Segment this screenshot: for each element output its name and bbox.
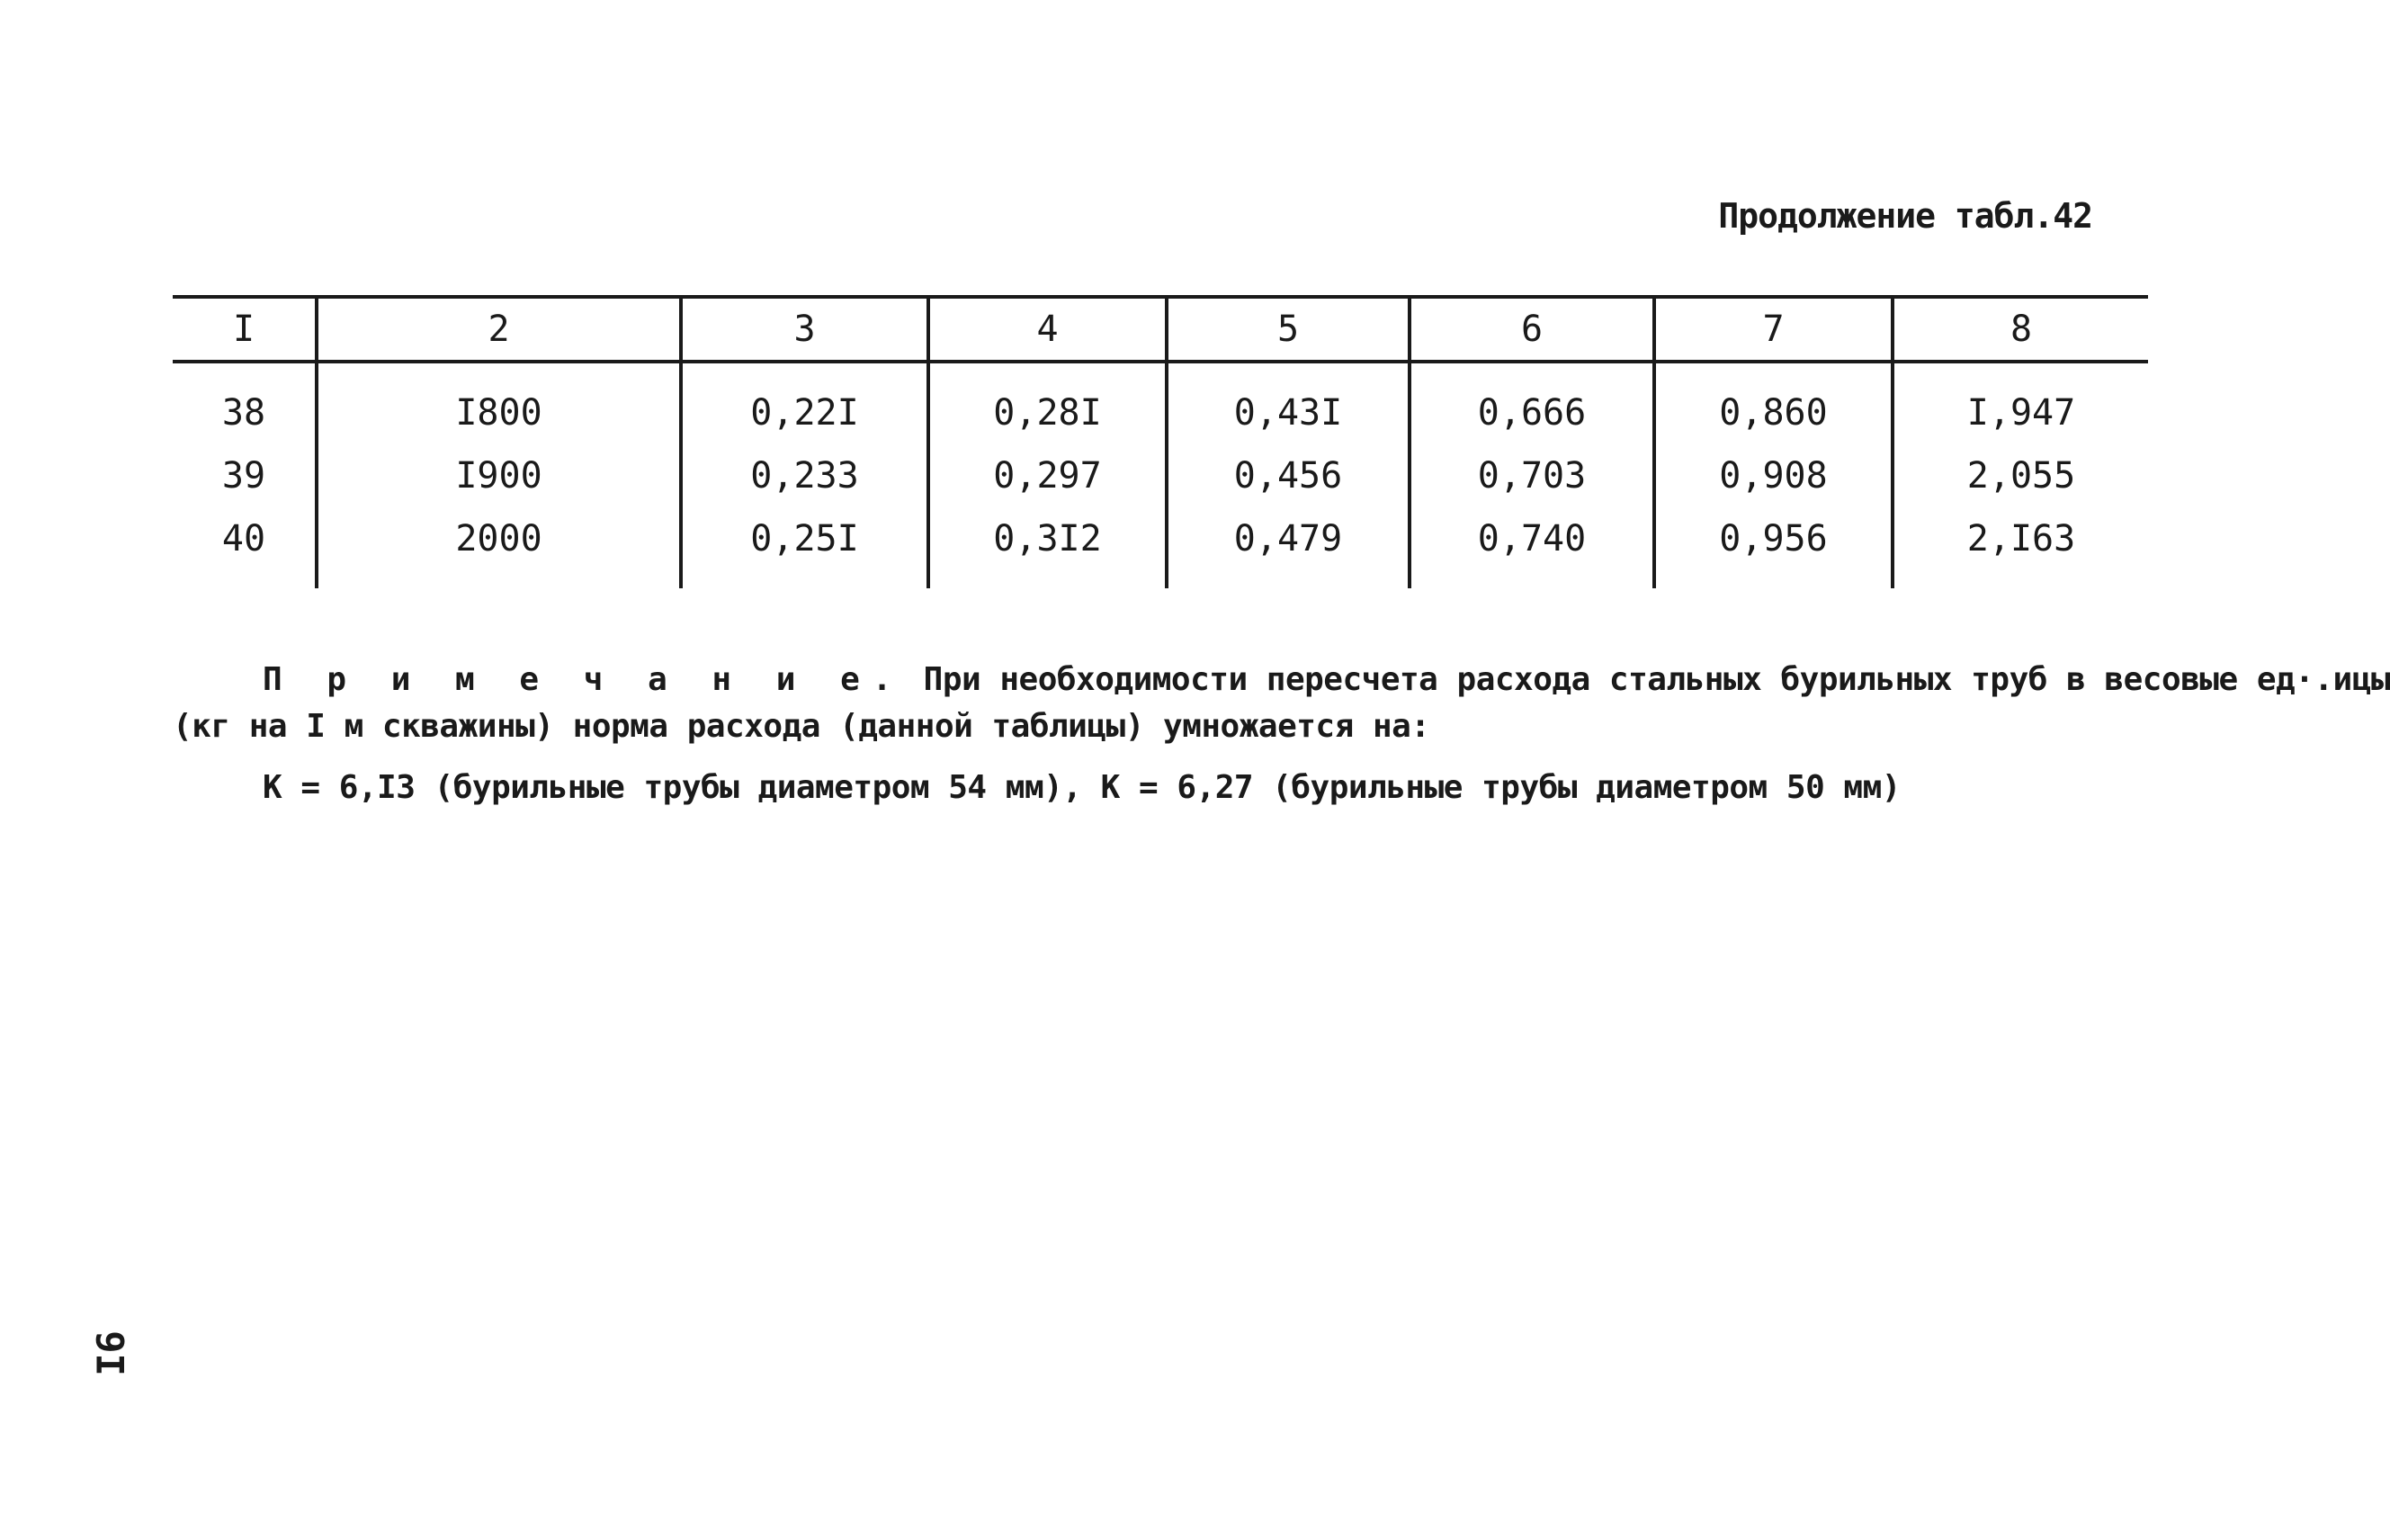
- table-cell: 0,22I: [681, 362, 928, 444]
- table-header-row: [173, 297, 2148, 362]
- table-row: [173, 444, 2148, 507]
- column-header: 7: [1654, 297, 1893, 362]
- table-cell: 40: [221, 518, 266, 560]
- table-cell: 0,908: [1654, 444, 1893, 507]
- table-cell: 0,297: [928, 444, 1167, 507]
- table-row: [173, 362, 2148, 444]
- table-cell: 0,25I: [681, 507, 928, 588]
- table-cell: 38: [221, 392, 266, 434]
- table-cell: I900: [317, 444, 681, 507]
- table-cell: 0,3I2: [928, 507, 1167, 588]
- table-cell: 2,055: [1893, 444, 2148, 507]
- table-cell: 0,43I: [1167, 362, 1410, 444]
- table-cell: 0,740: [1410, 507, 1654, 588]
- table-cell: 0,860: [1654, 362, 1893, 444]
- table-cell: 0,479: [1167, 507, 1410, 588]
- column-header: 6: [1410, 297, 1654, 362]
- table-cell: 0,703: [1410, 444, 1654, 507]
- note-line-3: К = 6,I3 (бурильные трубы диаметром 54 мм), К = 6,27 (бурильные трубы диаметром 50 мм): [263, 769, 1901, 806]
- note-line-1: [173, 661, 2390, 698]
- table-cell: 2,I63: [1893, 507, 2148, 588]
- column-header: 5: [1167, 297, 1410, 362]
- note-text-1: При необходимости пересчета расхода стальных бурильных труб в весовые ед·.ицы: [904, 661, 2390, 698]
- table-cell: I,947: [1893, 362, 2148, 444]
- table-row: [173, 507, 2148, 588]
- table-cell: 39: [221, 455, 266, 497]
- column-header: 3: [681, 297, 928, 362]
- page-number: I6: [88, 1330, 133, 1376]
- column-header: 4: [928, 297, 1167, 362]
- data-table: [173, 295, 2148, 588]
- table-cell: I800: [317, 362, 681, 444]
- note-label: П р и м е ч а н и е.: [263, 661, 905, 698]
- table-cell: 0,456: [1167, 444, 1410, 507]
- table-cell: 0,28I: [928, 362, 1167, 444]
- table-cell: 0,233: [681, 444, 928, 507]
- table-cell: 0,666: [1410, 362, 1654, 444]
- note-line-2: (кг на I м скважины) норма расхода (данной таблицы) умножается на:: [173, 708, 1430, 745]
- column-header: I: [173, 297, 317, 362]
- table-cell: 0,956: [1654, 507, 1893, 588]
- table-cell: 2000: [317, 507, 681, 588]
- column-header: 8: [1893, 297, 2148, 362]
- column-header: 2: [317, 297, 681, 362]
- table-caption: Продолжение табл.42: [1718, 196, 2092, 236]
